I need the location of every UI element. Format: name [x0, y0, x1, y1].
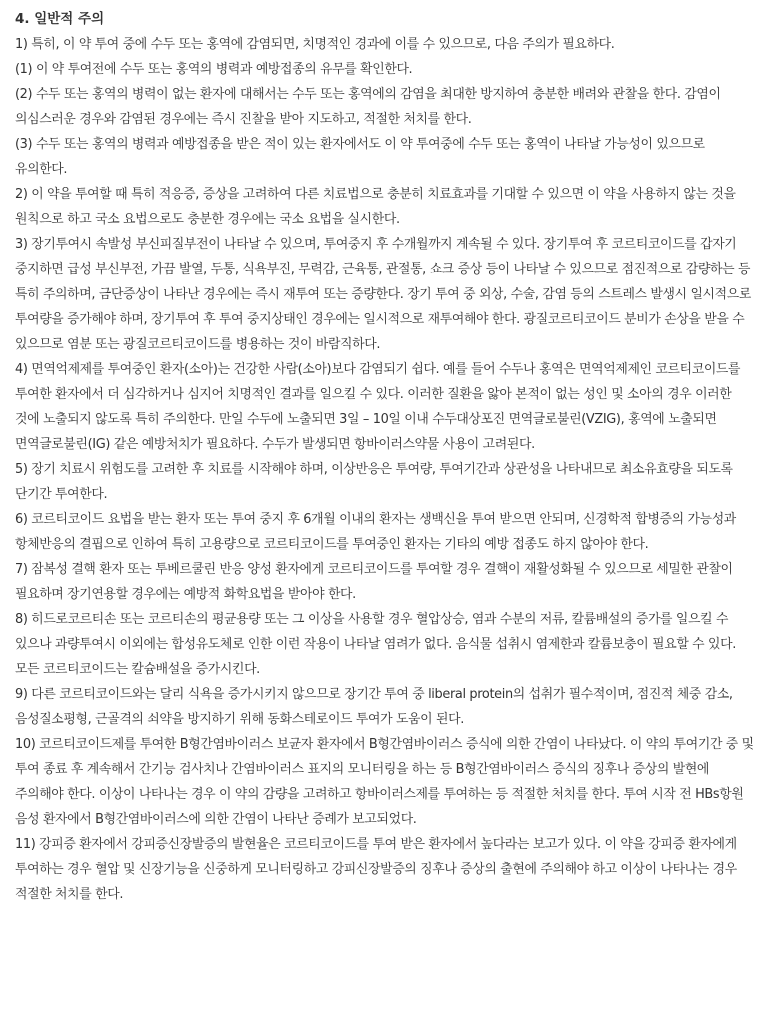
paragraph-11: 11) 강피증 환자에서 강피증신장발증의 발현율은 코르티코이드를 투여 받은 환자에서 높다라는 보고가 있다. 이 약을 강피증 환자에게 투여하는 경우 혈압 및 신장기능을 신중하게 모니터링하고 강피신장발증의 징후나 증상의 출현에 주의해야 하고 이상이 나타나는 경우 적절한 처치를 한다. [15, 837, 737, 902]
paragraph-6: 6) 코르티코이드 요법을 받는 환자 또는 투여 중지 후 6개월 이내의 환자는 생백신을 투여 받으면 안되며, 신경학적 합병증의 가능성과 항체반응의 결핍으로 인하여 특히 고용량으로 코르티코이드를 투여중인 환자는 기타의 예방 접종도 하지 않아야 한다. [15, 512, 736, 552]
paragraph-2: 2) 이 약을 투여할 때 특히 적응증, 증상을 고려하여 다른 치료법으로 충분히 치료효과를 기대할 수 있으면 이 약을 사용하지 않는 것을 원칙으로 하고 국소 요법으로도 충분한 경우에는 국소 요법을 실시한다. [15, 187, 736, 227]
paragraph-9: 9) 다른 코르티코이드와는 달리 식욕을 증가시키지 않으므로 장기간 투여 중 liberal protein의 섭취가 필수적이며, 점진적 체중 감소, 음성질소평형, 근골격의 쇠약을 방지하기 위해 동화스테로이드 투여가 도움이 된다. [15, 687, 733, 727]
section-title: 4. 일반적 주의 [15, 11, 105, 27]
paragraph-3: 3) 장기투여시 속발성 부신피질부전이 나타날 수 있으며, 투여중지 후 수개월까지 계속될 수 있다. 장기투여 후 코르티코이드를 갑자기 중지하면 급성 부신부전, 가끔 발열, 두통, 식욕부진, 무력감, 근육통, 관절통, 쇼크 증상 등이 나타날 수 있으므로 점진적으로 감량하는 등 특히 주의하며, 금단증상이 나타난 경우에는 즉시 재투여 또는 증량한다. 장기 투여 중 외상, 수술, 감염 등의 스트레스 발생시 일시적으로 투여량을 증가해야 하며, 장기투여 후 투여 중지상태인 경우에는 일시적으로 재투여해야 한다. 광질코르티코이드 분비가 손상을 받을 수 있으므로 염분 또는 광질코르티코이드를 병용하는 것이 바람직하다. [15, 237, 751, 352]
paragraph-5: 5) 장기 치료시 위험도를 고려한 후 치료를 시작해야 하며, 이상반응은 투여량, 투여기간과 상관성을 나타내므로 최소유효량을 되도록 단기간 투여한다. [15, 462, 733, 502]
paragraph-1-3: (3) 수두 또는 홍역의 병력과 예방접종을 받은 적이 있는 환자에서도 이 약 투여중에 수두 또는 홍역이 나타날 가능성이 있으므로 유의한다. [15, 137, 705, 177]
paragraph-7: 7) 잠복성 결핵 환자 또는 투베르쿨린 반응 양성 환자에게 코르티코이드를 투여할 경우 결핵이 재활성화될 수 있으므로 세밀한 관찰이 필요하며 장기연용할 경우에는 예방적 화학요법을 받아야 한다. [15, 562, 733, 602]
paragraph-1-2: (2) 수두 또는 홍역의 병력이 없는 환자에 대해서는 수두 또는 홍역에의 감염을 최대한 방지하여 충분한 배려와 관찰을 한다. 감염이 의심스러운 경우와 감염된 경우에는 즉시 진찰을 받아 지도하고, 적절한 처치를 한다. [15, 87, 721, 127]
paragraph-4: 4) 면역억제제를 투여중인 환자(소아)는 건강한 사람(소아)보다 감염되기 쉽다. 예를 들어 수두나 홍역은 면역억제제인 코르티코이드를 투여한 환자에서 더 심각하거나 심지어 치명적인 결과를 일으킬 수 있다. 이러한 질환을 앓아 본적이 없는 성인 및 소아의 경우 이러한 것에 노출되지 않도록 특히 주의한다. 만일 수두에 노출되면 3일 – 10일 이내 수두대상포진 면역글로불린(VZIG), 홍역에 노출되면 면역글로불린(IG) 같은 예방처치가 필요하다. 수두가 발생되면 항바이러스약물 사용이 고려된다. [15, 362, 741, 452]
paragraph-list [15, 32, 755, 907]
paragraph-8: 8) 히드로코르티손 또는 코르티손의 평균용량 또는 그 이상을 사용할 경우 혈압상승, 염과 수분의 저류, 칼륨배설의 증가를 일으킬 수 있으나 과량투여시 이외에는 합성유도체로 인한 이런 작용이 나타날 염려가 없다. 음식물 섭취시 염제한과 칼륨보충이 필요할 수 있다. 모든 코르티코이드는 칼슘배설을 증가시킨다. [15, 612, 736, 677]
paragraph-1: 1) 특히, 이 약 투여 중에 수두 또는 홍역에 감염되면, 치명적인 경과에 이를 수 있으므로, 다음 주의가 필요하다. [15, 37, 615, 52]
paragraph-10: 10) 코르티코이드제를 투여한 B형간염바이러스 보균자 환자에서 B형간염바이러스 증식에 의한 간염이 나타났다. 이 약의 투여기간 중 및 투여 종료 후 계속해서 간기능 검사치나 간염바이러스 표지의 모니터링을 하는 등 B형간염바이러스 증식의 징후나 증상의 발현에 주의해야 한다. 이상이 나타나는 경우 이 약의 감량을 고려하고 항바이러스제를 투여하는 등 적절한 처치를 한다. 투여 시작 전 HBs항원 음성 환자에서 B형간염바이러스에 의한 간염이 나타난 증례가 보고되었다. [15, 737, 754, 827]
paragraph-1-1: (1) 이 약 투여전에 수두 또는 홍역의 병력과 예방접종의 유무를 확인한다. [15, 62, 413, 77]
